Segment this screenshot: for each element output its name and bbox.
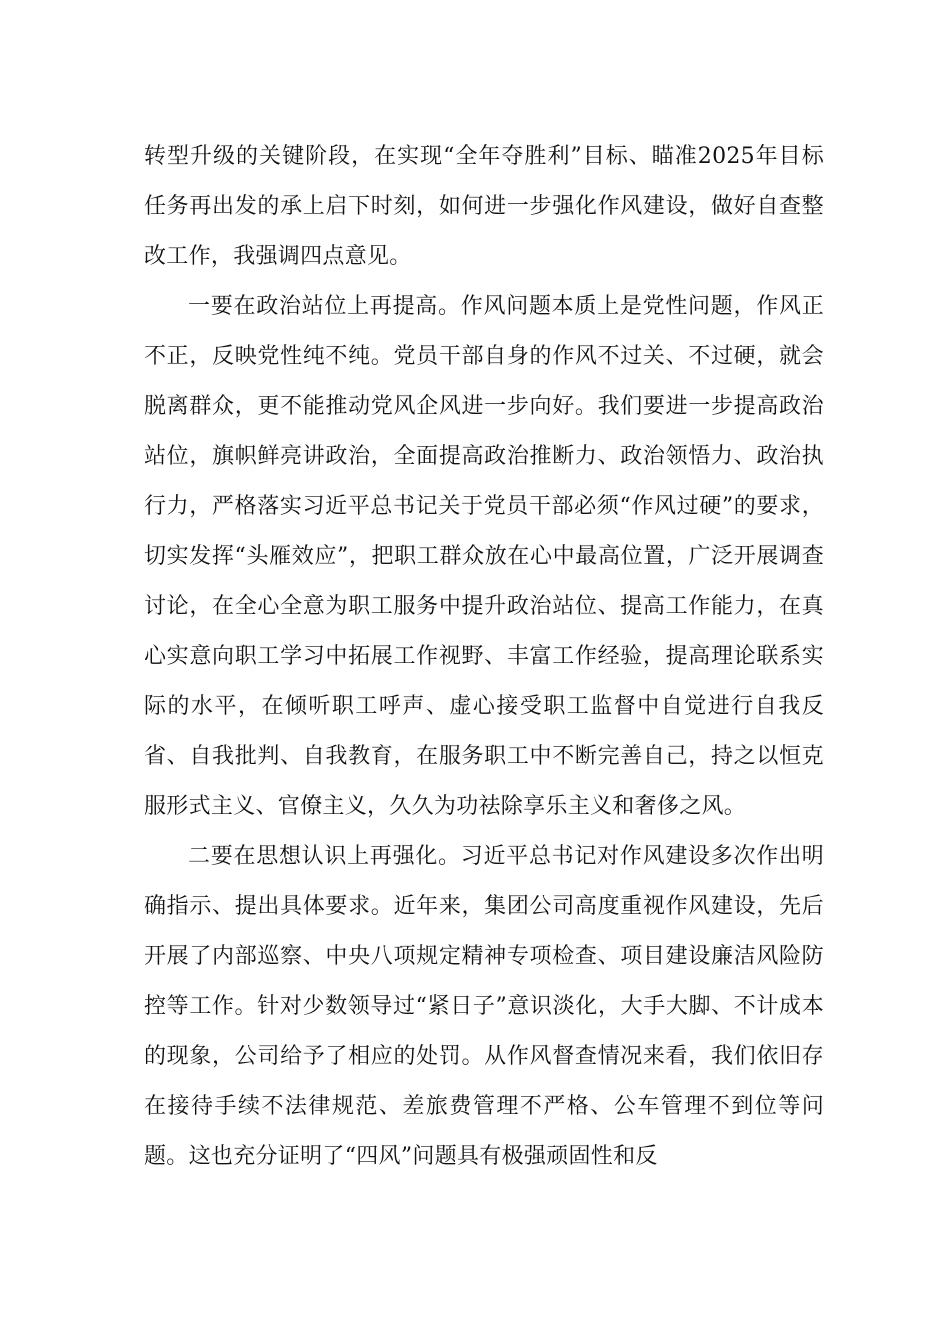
paragraph-political-stance: 一要在政治站位上再提高。作风问题本质上是党性问题，作风正不正，反映党性纯不纯。党员干部自身的作风不过关、不过硬，就会脱离群众，更不能推动党风企风进一步向好。我们要进一步提高政治站位，旗帜鲜亮讲政治，全面提高政治推断力、政治领悟力、政治执行力，严格落实习近平总书记关于党员干部必须“作风过硬”的要求，切实发挥“头雁效应”，把职工群众放在心中最高位置，广泛开展调查讨论，在全心全意为职工服务中提升政治站位、提高工作能力，在真心实意向职工学习中拓展工作视野、丰富工作经验，提高理论联系实际的水平，在倾听职工呼声、虚心接受职工监督中自觉进行自我反省、自我批判、自我教育，在服务职工中不断完善自己，持之以恒克服形式主义、官僚主义，久久为功祛除享乐主义和奢侈之风。 xyxy=(144,294,824,819)
paragraph-continuation: 转型升级的关键阶段，在实现“全年夺胜利”目标、瞄准2025年目标任务再出发的承上启下时刻，如何进一步强化作风建设，做好自查整改工作，我强调四点意见。 xyxy=(144,144,824,269)
document-body xyxy=(144,132,824,1182)
paragraph-ideological-awareness: 二要在思想认识上再强化。习近平总书记对作风建设多次作出明确指示、提出具体要求。近年来，集团公司高度重视作风建设，先后开展了内部巡察、中央八项规定精神专项检查、项目建设廉洁风险防控等工作。针对少数领导过“紧日子”意识淡化，大手大脚、不计成本的现象，公司给予了相应的处罚。从作风督查情况来看，我们依旧存在接待手续不法律规范、差旅费管理不严格、公车管理不到位等问题。这也充分证明了“四风”问题具有极强顽固性和反 xyxy=(144,844,824,1169)
